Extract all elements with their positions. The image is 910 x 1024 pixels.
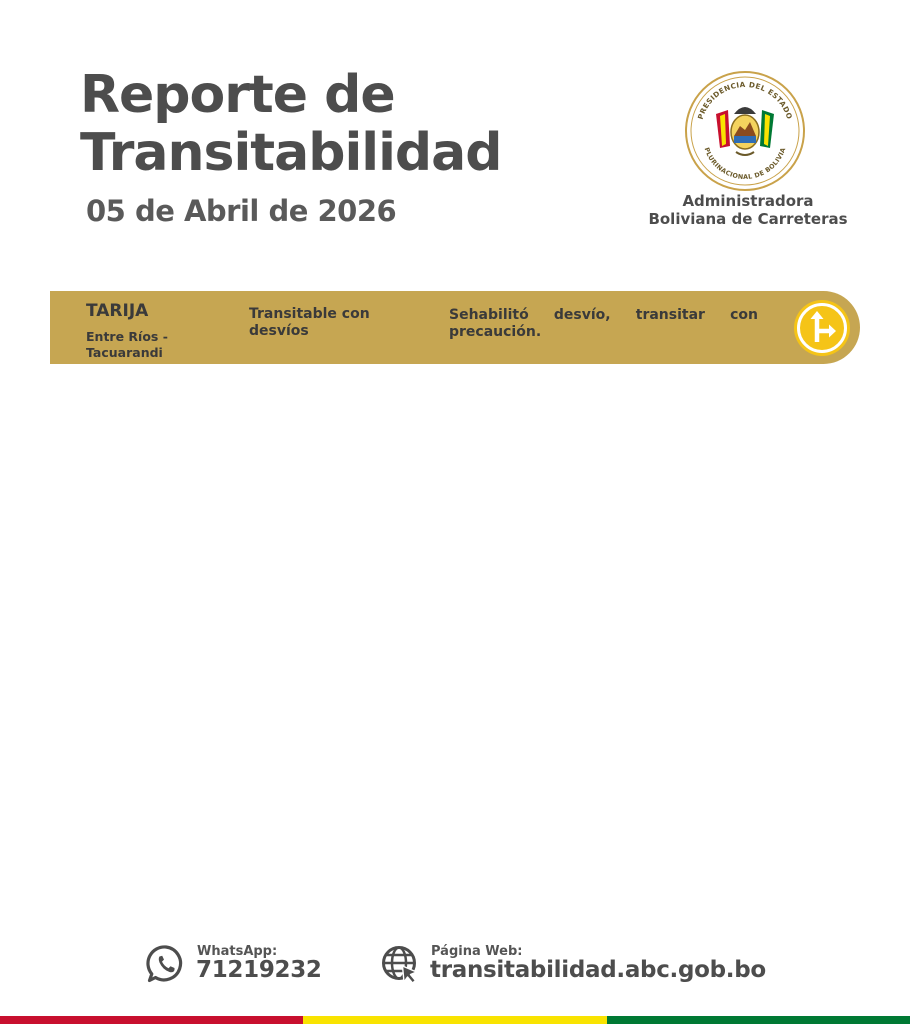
- flag-yellow-stripe: [303, 1016, 606, 1024]
- route-report-row: [50, 291, 860, 364]
- organization-name: [640, 192, 856, 228]
- svg-text:PLURINACIONAL DE BOLIVIA: PLURINACIONAL DE BOLIVIA: [702, 146, 788, 182]
- presidency-seal-logo: [684, 70, 806, 192]
- website-label: Página Web:: [431, 944, 523, 959]
- road-observation: Sehabilitó desvío, transitar con precaución.: [449, 307, 758, 340]
- department-name: TARIJA: [86, 301, 149, 321]
- whatsapp-label: WhatsApp:: [197, 944, 278, 959]
- road-status: Transitable con desvíos: [249, 306, 370, 339]
- globe-cursor-icon: [380, 944, 420, 984]
- flag-green-stripe: [607, 1016, 910, 1024]
- report-date: 05 de Abril de 2026: [86, 194, 397, 228]
- website-link[interactable]: transitabilidad.abc.gob.bo: [430, 957, 766, 983]
- org-name-line-2: Boliviana de Carreteras: [648, 210, 848, 228]
- whatsapp-icon: [146, 944, 186, 984]
- flag-red-stripe: [0, 1016, 303, 1024]
- title-line-1: Reporte de: [80, 65, 395, 125]
- road-section: Entre Ríos - Tacuarandi: [86, 329, 168, 360]
- title-line-2: Transitabilidad: [80, 123, 502, 183]
- svg-text:PRESIDENCIA DEL ESTADO: PRESIDENCIA DEL ESTADO: [695, 79, 795, 121]
- org-name-line-1: Administradora: [682, 192, 814, 210]
- bolivian-flag-stripe: [0, 1016, 910, 1024]
- whatsapp-number[interactable]: 71219232: [196, 957, 322, 983]
- detour-sign-icon: [792, 298, 852, 358]
- page-title: [80, 66, 501, 182]
